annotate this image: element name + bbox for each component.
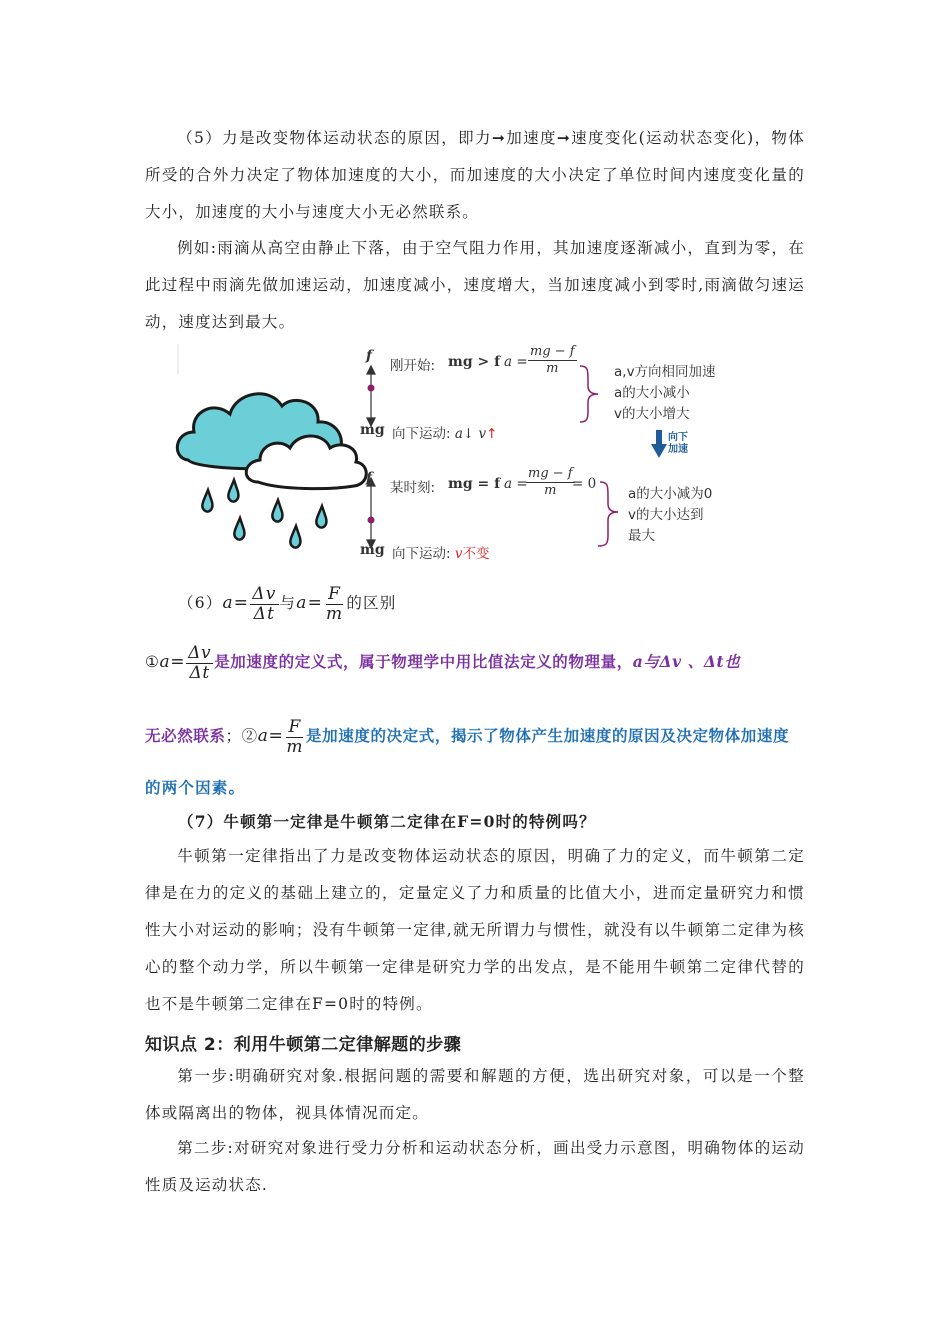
fraction-top: $\frac{mg - f}{m}$ (530, 344, 575, 376)
a-equals-2: a = (504, 476, 528, 492)
a-equals: a = (504, 354, 528, 370)
brace-icon (580, 366, 598, 422)
step-1: 第一步:明确研究对象.根据问题的需要和解题的方便，选出研究对象，可以是一个整体或隔离出的物体，视具体情况而定。 (145, 1067, 805, 1122)
paragraph-5: （5）力是改变物体运动状态的原因，即力➞加速度➞速度变化(运动状态变化)，物体所受的合外力决定了物体加速度的大小，而加速度的大小决定了单位时间内速度变化量的大小，加速度的大小与速度大小无必然联系。 (145, 129, 805, 221)
force-mg-top: mg (360, 422, 385, 438)
motion-label-2: 向下运动: v不变 (392, 546, 490, 562)
definition-2: 无必然联系；②a= $\frac{F}{m}$ 是加速度的决定式，揭示了物体产生加速度的原因及决定物体加速度 (145, 716, 790, 757)
fraction-f-m: $\frac{F}{m}$ (326, 583, 344, 624)
definition-2-cont: 的两个因素。 (145, 778, 246, 797)
start-label: 刚开始: (390, 358, 436, 374)
fraction-dv-dt: $\frac{\Delta v}{\Delta t}$ (252, 583, 277, 624)
section-heading: 知识点 2：利用牛顿第二定律解题的步骤 (145, 1035, 462, 1055)
arrow-label: 向下 加速 (668, 432, 688, 455)
fraction-bottom: $\frac{mg - f}{m}$ (528, 466, 573, 498)
equals-zero: = 0 (572, 476, 597, 492)
force-f-top: f (366, 348, 373, 364)
brace-text-1: a,v方向相同加速 a的大小减小 v的大小增大 (614, 364, 716, 422)
force-f-bottom: f (366, 470, 373, 486)
arrow-icon: ➞ (491, 129, 507, 147)
paragraph-example: 例如:雨滴从高空由静止下落，由于空气阻力作用，其加速度逐渐减小，直到为零，在此过程中雨滴先做加速运动，加速度减小，速度增大，当加速度减小到零时,雨滴做匀速运动，速度达到最大。 (145, 239, 805, 331)
brace-icon (598, 482, 618, 546)
arrow-icon: ➞ (556, 129, 571, 147)
moment-condition: mg = f (448, 476, 501, 492)
force-mg-bottom: mg (360, 542, 385, 558)
brace-text-2: a的大小减为0 v的大小达到 最大 (628, 486, 713, 544)
raindrop-force-figure (170, 340, 760, 570)
moment-label: 某时刻: (390, 480, 436, 496)
step-2: 第二步:对研究对象进行受力分析和运动状态分析，画出受力示意图，明确物体的运动性质及运动状态. (145, 1139, 805, 1194)
start-condition: mg > f (448, 354, 501, 370)
down-arrow-icon (651, 430, 667, 458)
definition-1: ①a= $\frac{\Delta v}{\Delta t}$ 是加速度的定义式，属于物理学中用比值法定义的物理量，a与Δv 、Δt也 (145, 642, 741, 683)
paragraph-6: （6）a= $\frac{\Delta v}{\Delta t}$ 与a= $\frac{F}{m}$ 的区别 (178, 583, 397, 624)
answer-7: 牛顿第一定律指出了力是改变物体运动状态的原因，明确了力的定义，而牛顿第二定律是在力的定义的基础上建立的，定量定义了力和质量的比值大小，进而定量研究力和惯性大小对运动的影响；没有牛顿第一定律,就无所谓力与惯性，就没有以牛顿第二定律为核心的整个动力学，所以牛顿第一定律是研究力学的出发点，是不能用牛顿第二定律代替的也不是牛顿第二定律在F=0时的特例。 (145, 847, 805, 1013)
question-7: （7）牛顿第一定律是牛顿第二定律在F=0时的特例吗？ (178, 812, 596, 831)
raindrops (202, 480, 326, 548)
motion-label-1: 向下运动: a↓ v↑ (392, 426, 498, 442)
